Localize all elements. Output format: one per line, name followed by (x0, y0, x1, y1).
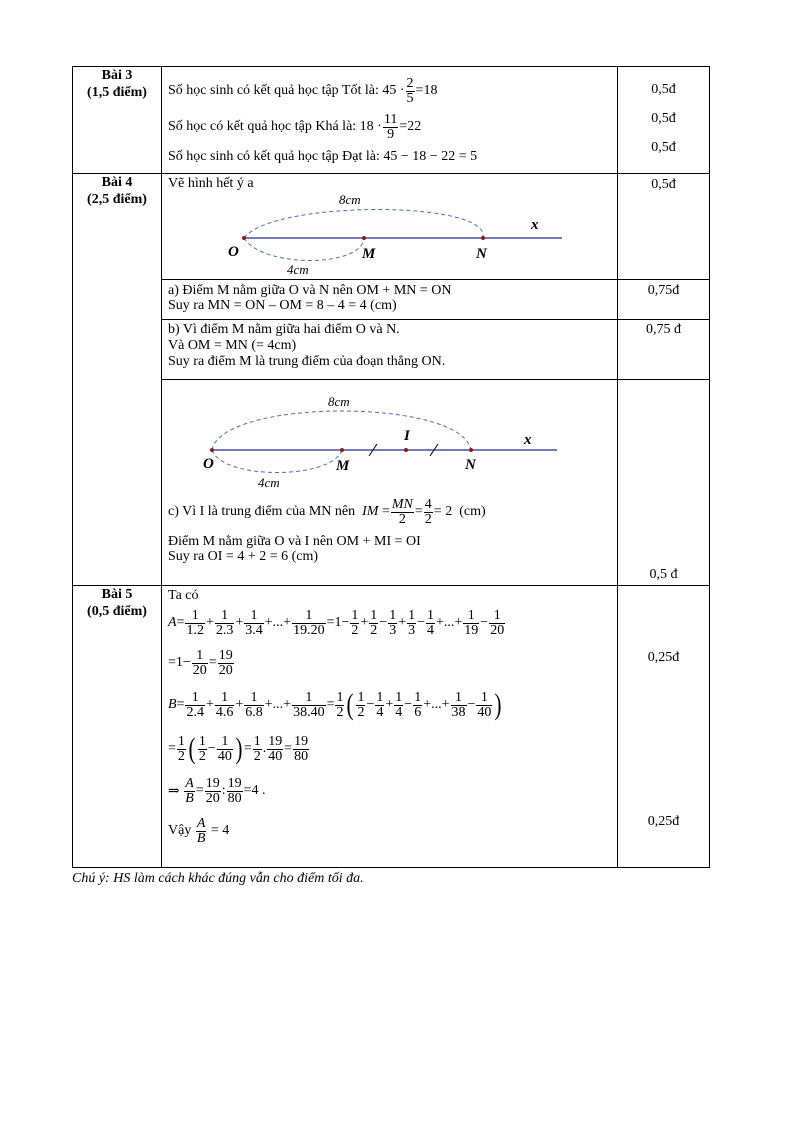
label-n2: N (465, 457, 476, 473)
bai3-score-1: 0,5đ (651, 82, 676, 97)
bai5-points: (0,5 điểm) (87, 604, 147, 619)
bai4b-line1: b) Vì điểm M nằm giữa hai điểm O và N. (168, 322, 400, 337)
bai4c-score: 0,5 đ (618, 380, 710, 586)
bai4b-content (162, 320, 618, 380)
point-i2 (404, 448, 408, 452)
bai4-label-cell (73, 174, 162, 586)
bai5-label: Bài 5 (101, 587, 133, 602)
bai5-content (162, 586, 618, 868)
bai5-eq-a-result: =1− $\frac{1}{20}$ = $\frac{19}{20}$ (168, 647, 233, 678)
bai3-content (162, 67, 618, 174)
bai5-label-cell (73, 586, 162, 868)
bai5-score-1: 0,25đ (647, 650, 680, 665)
label-m: M (362, 246, 376, 262)
bai5-intro: Ta có (168, 588, 199, 603)
label-n: N (476, 246, 487, 262)
bai5-eq-a: A = $\frac{1}{1.2}$ + $\frac{1}{2.3}$ + $\frac{1}{3.4}$ +...+ $\frac{1}{19.20}$ =1− $\frac{1}{2}$ + $\frac{1}{2}$ − $\frac{1}{3}$ + $\frac{1}{3}$ − $\frac{1}{4}$ +...+ $\frac{1}{19}$ − $\frac{1}{20}$ (168, 607, 505, 638)
bai5-scores (618, 586, 710, 868)
bai4a-line2: Suy ra MN = ON – OM = 8 – 4 = 4 (cm) (168, 298, 397, 313)
point-m (362, 236, 366, 240)
label-8cm-2: 8cm (328, 394, 350, 409)
bai4a-content (162, 280, 618, 320)
bai4b-line3: Suy ra điểm M là trung điểm của đoạn thẳng ON. (168, 354, 446, 369)
row-bai4-figure1 (73, 174, 710, 280)
row-bai4c (73, 380, 710, 586)
bai4-draw-score: 0,5đ (618, 174, 710, 280)
label-4cm-2: 4cm (258, 475, 280, 490)
bai4-points: (2,5 điểm) (87, 192, 147, 207)
label-x2: x (524, 432, 532, 448)
bai4b-line2: Và OM = MN (= 4cm) (168, 338, 297, 353)
figure-2-segment (162, 380, 602, 490)
point-o2 (210, 448, 214, 452)
row-bai4b (73, 320, 710, 380)
bai3-line1: Số học sinh có kết quả học tập Tốt là: 45 · $\frac{2}{5}$ = 18 (168, 75, 438, 106)
bai4a-line1: a) Điểm M nằm giữa O và N nên OM + MN = ON (168, 283, 452, 298)
bai4-figure1-cell (162, 174, 618, 280)
point-n (481, 236, 485, 240)
bai4-draw-text: Vẽ hình hết ý a (168, 176, 254, 191)
bai3-score-2: 0,5đ (651, 111, 676, 126)
row-bai3 (73, 67, 710, 174)
point-n2 (469, 448, 473, 452)
footnote: Chú ý: HS làm cách khác đúng vẫn cho điểm tối đa. (72, 871, 364, 886)
point-o (242, 236, 246, 240)
figure-1-segment (162, 188, 602, 276)
label-x: x (531, 217, 539, 233)
bai3-label-cell (73, 67, 162, 174)
label-o2: O (203, 456, 214, 472)
label-4cm: 4cm (287, 262, 309, 276)
label-o: O (228, 244, 239, 260)
bai4a-score: 0,75đ (618, 280, 710, 320)
label-m2: M (336, 458, 350, 474)
bai4c-content (162, 380, 618, 586)
bai5-score-2: 0,25đ (647, 814, 680, 829)
bai4c-line2: Điểm M nằm giữa O và I nên OM + MI = OI (168, 534, 421, 549)
bai4c-line3: Suy ra OI = 4 + 2 = 6 (cm) (168, 549, 319, 564)
label-8cm: 8cm (339, 192, 361, 207)
row-bai5 (73, 586, 710, 868)
bai3-points: (1,5 điểm) (87, 85, 147, 100)
bai5-eq-b: B = $\frac{1}{2.4}$ + $\frac{1}{4.6}$ + $\frac{1}{6.8}$ +...+ $\frac{1}{38.40}$ = $\frac{1}{2}$ ( $\frac{1}{2}$ − $\frac{1}{4}$ + $\frac{1}{4}$ − $\frac{1}{6}$ +...+ $\frac{1}{38}$ − $\frac{1}{40}$ ) (168, 688, 502, 721)
label-i2: I (404, 428, 410, 444)
bai4-label: Bài 4 (101, 175, 133, 190)
grading-table (72, 66, 710, 868)
bai5-conclusion: Vậy $\frac{A}{B}$ = 4 (168, 815, 230, 846)
bai5-eq-ratio: ⇒ $\frac{A}{B}$ = $\frac{19}{20}$ : $\frac{19}{80}$ =4 . (168, 775, 266, 806)
bai3-score-3: 0,5đ (651, 140, 676, 155)
bai3-line3: Số học sinh có kết quả học tập Đạt là: 45 − 18 − 22 = 5 (168, 149, 478, 164)
row-bai4a (73, 280, 710, 320)
bai5-eq-b-result: = $\frac{1}{2}$ ( $\frac{1}{2}$ − $\frac{1}{40}$ ) = $\frac{1}{2}$ . $\frac{19}{40}$ = $\frac{19}{80}$ (168, 732, 309, 765)
bai4b-score: 0,75 đ (618, 320, 710, 380)
bai4c-line1: c) Vì I là trung điểm của MN nên IM = $\frac{MN}{2}$ = $\frac{4}{2}$ = 2 (cm) (168, 496, 486, 527)
bai3-line2: Số học có kết quả học tập Khá là: 18 · $\frac{11}{9}$ = 22 (168, 111, 422, 142)
point-m2 (340, 448, 344, 452)
bai3-label: Bài 3 (101, 68, 133, 83)
bai3-scores (618, 67, 710, 174)
